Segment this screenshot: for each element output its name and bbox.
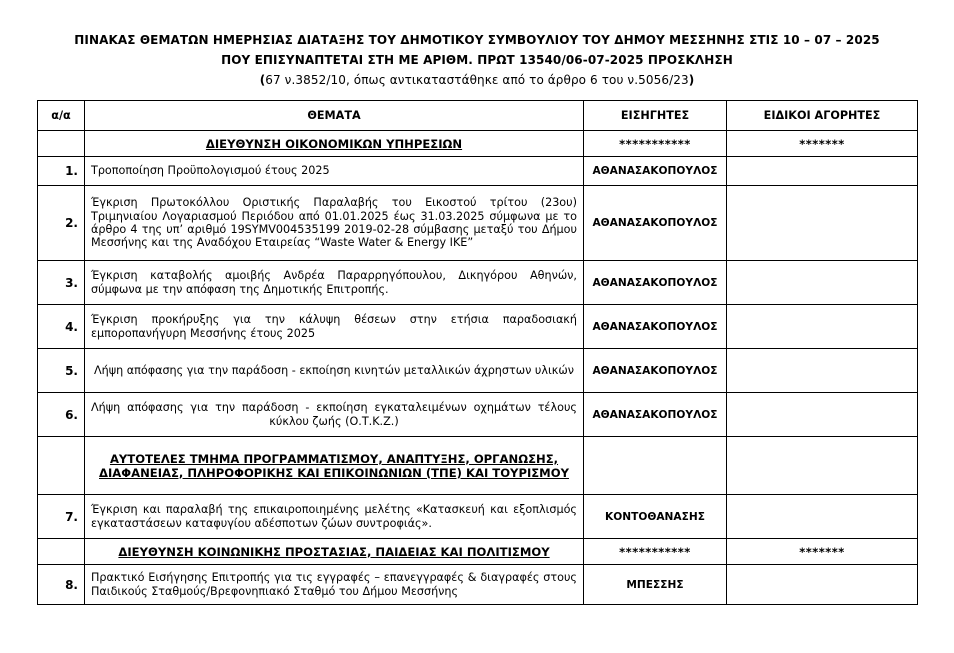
section-title: ΑΥΤΟΤΕΛΕΣ ΤΜΗΜΑ ΠΡΟΓΡΑΜΜΑΤΙΣΜΟΥ, ΑΝΑΠΤΥΞΗΣ, ΟΡΓΑΝΩΣΗΣ, ΔΙΑΦΑΝΕΙΑΣ, ΠΛΗΡΟΦΟΡΙΚΗΣ ΚΑΙ ΕΠΙΚΟΙΝΩΝΙΩΝ (ΤΠΕ) ΚΑΙ ΤΟΥΡΙΣΜΟΥ bbox=[85, 437, 584, 495]
item-number: 6. bbox=[38, 393, 85, 437]
item-speaker: ΜΠΕΣΣΗΣ bbox=[584, 565, 727, 605]
header-title: ΠΙΝΑΚΑΣ ΘΕΜΑΤΩΝ ΗΜΕΡΗΣΙΑΣ ΔΙΑΤΑΞΗΣ ΤΟΥ ΔΗΜΟΤΙΚΟΥ ΣΥΜΒΟΥΛΙΟΥ ΤΟΥ ΔΗΜΟΥ ΜΕΣΣΗΝΗΣ ΣΤΙΣ 10 – 07 – 2025 bbox=[74, 33, 880, 47]
item-subject: Λήψη απόφασης για την παράδοση - εκποίηση εγκαταλειμένων οχημάτων τέλους κύκλου ζωής (Ο.Τ.Κ.Ζ.) bbox=[85, 393, 584, 437]
section-title: ΔΙΕΥΘΥΝΣΗ ΚΟΙΝΩΝΙΚΗΣ ΠΡΟΣΤΑΣΙΑΣ, ΠΑΙΔΕΙΑΣ ΚΑΙ ΠΟΛΙΤΙΣΜΟΥ bbox=[85, 539, 584, 565]
table-row bbox=[38, 565, 918, 605]
agenda-table bbox=[37, 100, 918, 605]
section-num-cell bbox=[38, 437, 85, 495]
item-number: 8. bbox=[38, 565, 85, 605]
legal-basis-text: 67 ν.3852/10, όπως αντικαταστάθηκε από το άρθρο 6 του ν.5056/23 bbox=[265, 73, 689, 87]
item-subject: Έγκριση και παραλαβή της επικαιροποιημένης μελέτης «Κατασκευή και εξοπλισμός εγκαταστάσεων καταφυγίου αδέσποτων ζώων συντροφιάς». bbox=[85, 495, 584, 539]
section-speaker-mark: *********** bbox=[584, 131, 727, 157]
table-row bbox=[38, 393, 918, 437]
item-special-speaker bbox=[727, 495, 918, 539]
item-speaker: ΚΟΝΤΟΘΑΝΑΣΗΣ bbox=[584, 495, 727, 539]
section-speaker-mark: *********** bbox=[584, 539, 727, 565]
item-special-speaker bbox=[727, 565, 918, 605]
section-special-mark: ******* bbox=[727, 131, 918, 157]
section-num-cell bbox=[38, 131, 85, 157]
table-row bbox=[38, 495, 918, 539]
item-speaker: ΑΘΑΝΑΣΑΚΟΠΟΥΛΟΣ bbox=[584, 261, 727, 305]
item-special-speaker bbox=[727, 186, 918, 261]
item-special-speaker bbox=[727, 393, 918, 437]
item-speaker: ΑΘΑΝΑΣΑΚΟΠΟΥΛΟΣ bbox=[584, 305, 727, 349]
header-legal-basis bbox=[0, 70, 954, 90]
item-speaker: ΑΘΑΝΑΣΑΚΟΠΟΥΛΟΣ bbox=[584, 349, 727, 393]
section-row bbox=[38, 437, 918, 495]
item-number: 5. bbox=[38, 349, 85, 393]
table-row bbox=[38, 186, 918, 261]
section-row bbox=[38, 131, 918, 157]
item-subject: Λήψη απόφασης για την παράδοση - εκποίηση κινητών μεταλλικών άχρηστων υλικών bbox=[85, 349, 584, 393]
item-speaker: ΑΘΑΝΑΣΑΚΟΠΟΥΛΟΣ bbox=[584, 393, 727, 437]
item-special-speaker bbox=[727, 157, 918, 186]
item-subject: Έγκριση προκήρυξης για την κάλυψη θέσεων στην ετήσια παραδοσιακή εμποροπανήγυρη Μεσσήνης έτους 2025 bbox=[85, 305, 584, 349]
section-speaker-mark bbox=[584, 437, 727, 495]
table-row bbox=[38, 261, 918, 305]
section-special-mark bbox=[727, 437, 918, 495]
table-row bbox=[38, 349, 918, 393]
item-number: 7. bbox=[38, 495, 85, 539]
section-num-cell bbox=[38, 539, 85, 565]
item-number: 2. bbox=[38, 186, 85, 261]
item-special-speaker bbox=[727, 305, 918, 349]
col-header-speakers: ΕΙΣΗΓΗΤΕΣ bbox=[584, 101, 727, 131]
legal-basis-open-paren: ( bbox=[259, 73, 266, 87]
item-subject: Έγκριση Πρωτοκόλλου Οριστικής Παραλαβής του Εικοστού τρίτου (23ου) Τριμηνιαίου Λογαριασμού Περιόδου από 01.01.2025 έως 31.03.2025 σύμφωνα με το άρθρο 4 της υπ’ αριθμό 19SYMV004535199 2019-02-28 σύμβασης μεταξύ του Δήμου Μεσσήνης και της Αναδόχου Εταιρείας “Waste Water & Energy IKE” bbox=[85, 186, 584, 261]
legal-basis-close-paren: ) bbox=[688, 73, 695, 87]
col-header-num: α/α bbox=[38, 101, 85, 131]
table-row bbox=[38, 305, 918, 349]
document-header bbox=[0, 30, 954, 90]
item-speaker: ΑΘΑΝΑΣΑΚΟΠΟΥΛΟΣ bbox=[584, 186, 727, 261]
item-subject: Τροποποίηση Προϋπολογισμού έτους 2025 bbox=[85, 157, 584, 186]
item-number: 1. bbox=[38, 157, 85, 186]
item-number: 3. bbox=[38, 261, 85, 305]
item-subject: Έγκριση καταβολής αμοιβής Ανδρέα Παραρρηγόπουλου, Δικηγόρου Αθηνών, σύμφωνα με την απόφαση της Δημοτικής Επιτροπής. bbox=[85, 261, 584, 305]
table-header-row bbox=[38, 101, 918, 131]
col-header-special-speakers: ΕΙΔΙΚΟΙ ΑΓΟΡΗΤΕΣ bbox=[727, 101, 918, 131]
item-subject: Πρακτικό Εισήγησης Επιτροπής για τις εγγραφές – επανεγγραφές & διαγραφές στους Παιδικούς Σταθμούς/Βρεφονηπιακό Σταθμό του Δήμου Μεσσήνης bbox=[85, 565, 584, 605]
section-title: ΔΙΕΥΘΥΝΣΗ ΟΙΚΟΝΟΜΙΚΩΝ ΥΠΗΡΕΣΙΩΝ bbox=[85, 131, 584, 157]
col-header-subject: ΘΕΜΑΤΑ bbox=[85, 101, 584, 131]
header-invitation-ref: ΠΟΥ ΕΠΙΣΥΝΑΠΤΕΤΑΙ ΣΤΗ ΜΕ ΑΡΙΘΜ. ΠΡΩΤ 13540/06-07-2025 ΠΡΟΣΚΛΗΣΗ bbox=[221, 53, 733, 67]
item-special-speaker bbox=[727, 349, 918, 393]
item-speaker: ΑΘΑΝΑΣΑΚΟΠΟΥΛΟΣ bbox=[584, 157, 727, 186]
section-special-mark: ******* bbox=[727, 539, 918, 565]
item-special-speaker bbox=[727, 261, 918, 305]
section-row bbox=[38, 539, 918, 565]
item-number: 4. bbox=[38, 305, 85, 349]
table-row bbox=[38, 157, 918, 186]
